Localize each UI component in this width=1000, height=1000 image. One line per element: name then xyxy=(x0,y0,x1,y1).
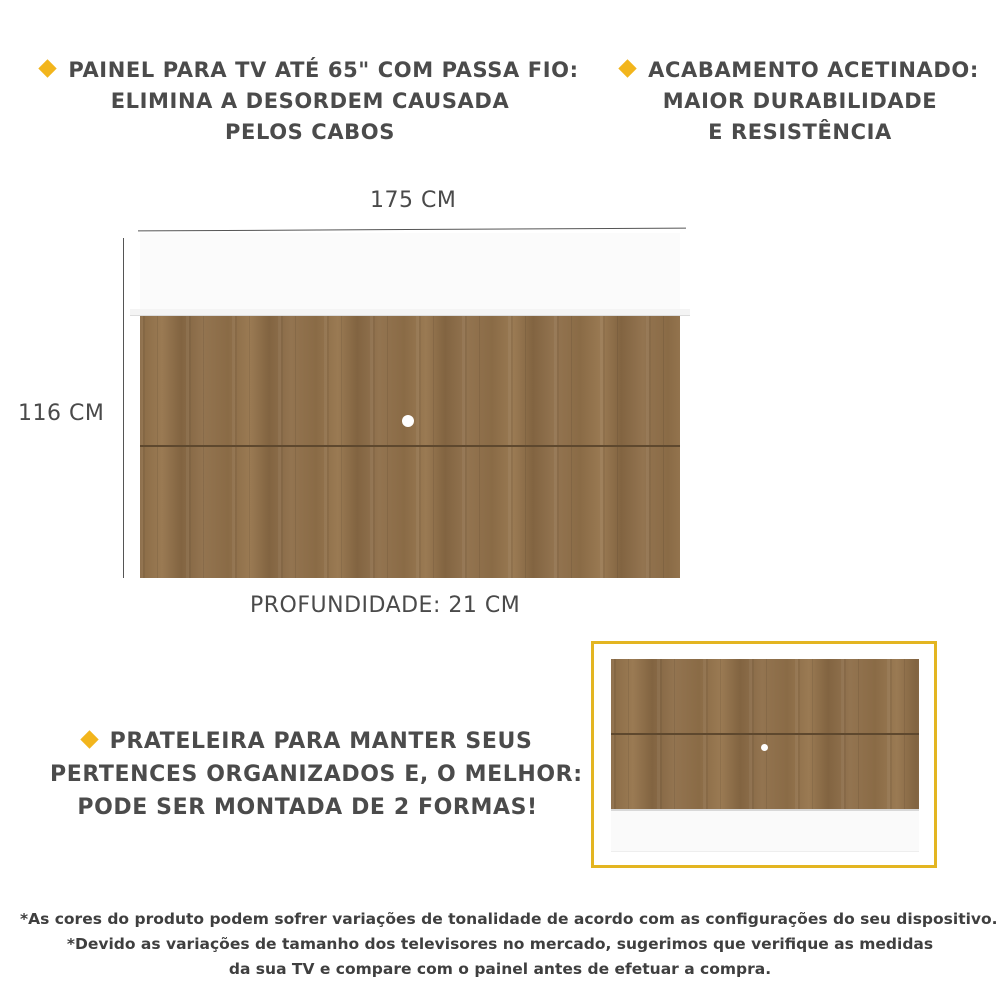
diamond-bullet-icon xyxy=(80,730,98,748)
cable-pass-hole xyxy=(402,415,414,427)
alt-cable-pass-hole xyxy=(761,744,768,751)
feature-cable-line-3: PELOS CABOS xyxy=(225,120,395,144)
feature-shelf-line-3: PODE SER MONTADA DE 2 FORMAS! xyxy=(77,795,538,820)
disclaimer-line-3: da sua TV e compare com o painel antes de efetuar a compra. xyxy=(228,960,772,978)
diamond-bullet-icon xyxy=(618,59,636,77)
feature-finish-text-1: ACABAMENTO ACETINADO: xyxy=(648,58,979,82)
feature-finish-line-2: MAIOR DURABILIDADE xyxy=(662,89,938,113)
feature-shelf-line-2: PERTENCES ORGANIZADOS E, O MELHOR: xyxy=(50,762,583,787)
depth-dimension-label: PROFUNDIDADE: 21 CM xyxy=(250,593,521,618)
feature-shelf-line-1 xyxy=(50,725,565,758)
feature-shelf xyxy=(50,725,583,824)
disclaimer-line-1: *As cores do produto podem sofrer variações de tonalidade de acordo com as configurações do seu dispositivo. xyxy=(20,910,998,928)
feature-cable-line-1 xyxy=(40,55,580,86)
feature-cable-line-2: ELIMINA A DESORDEM CAUSADA xyxy=(110,89,510,113)
alt-panel-bottom-white-section xyxy=(611,811,919,852)
feature-finish-line-3: E RESISTÊNCIA xyxy=(708,120,892,144)
feature-shelf-text-1: PRATELEIRA PARA MANTER SEUS xyxy=(109,729,533,754)
feature-cable-text-1: PAINEL PARA TV ATÉ 65" COM PASSA FIO: xyxy=(68,58,579,82)
height-dimension-line xyxy=(123,238,124,578)
alt-panel-wood-upper xyxy=(611,659,919,733)
tv-panel-alternate-mount xyxy=(611,659,919,852)
disclaimer-line-2: *Devido as variações de tamanho dos televisores no mercado, sugerimos que verifique as medidas xyxy=(66,935,934,953)
panel-wood-lower xyxy=(140,447,680,578)
feature-satin-finish xyxy=(615,55,985,148)
diamond-bullet-icon xyxy=(39,59,57,77)
disclaimer xyxy=(20,907,998,982)
height-dimension-label: 116 CM xyxy=(18,401,105,426)
width-dimension-label: 175 CM xyxy=(370,188,457,213)
feature-finish-line-1 xyxy=(615,55,985,86)
width-dimension-line xyxy=(138,228,686,232)
feature-cable-management xyxy=(40,55,580,148)
panel-top-white-section xyxy=(140,233,680,310)
panel-shelf xyxy=(130,309,690,316)
tv-panel-illustration xyxy=(140,233,680,578)
